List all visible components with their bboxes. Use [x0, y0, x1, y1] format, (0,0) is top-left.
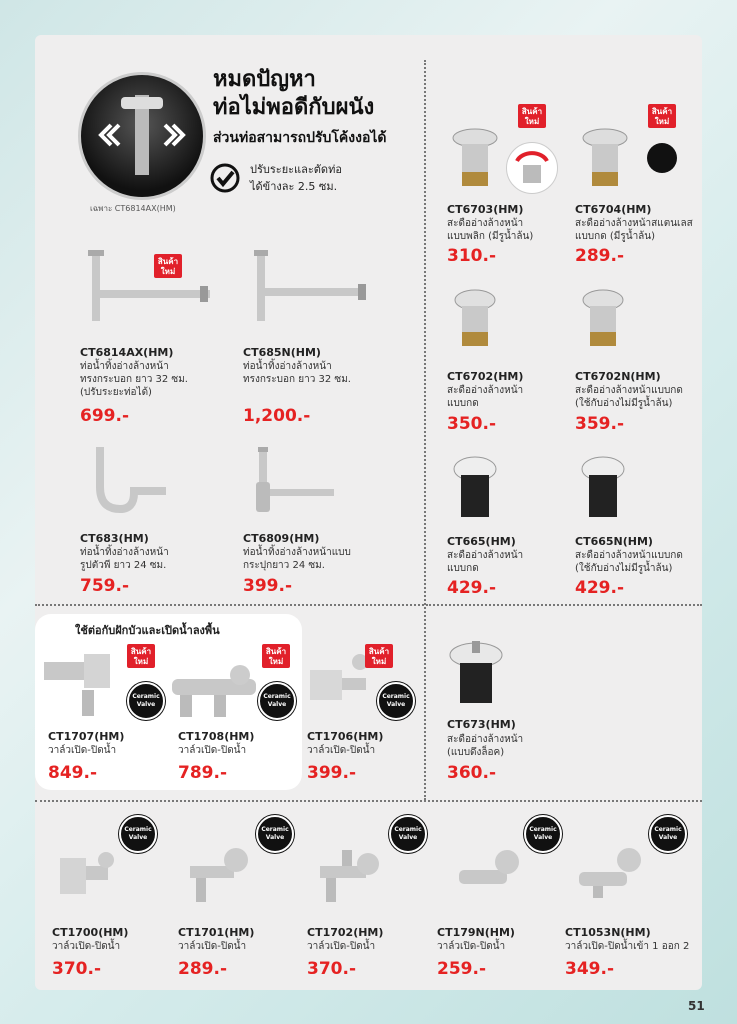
- hero-check-note-2: ได้ข้างละ 2.5 ซม.: [250, 180, 338, 193]
- product-code-ct1708: CT1708(HM): [178, 730, 255, 743]
- product-image-ct1701: [188, 846, 250, 910]
- row-divider-right: [426, 604, 702, 606]
- product-image-ct1700: [58, 850, 118, 904]
- product-price-ct6703: 310.-: [447, 246, 496, 266]
- product-price-ct665: 429.-: [447, 578, 496, 598]
- product-price-ct683: 759.-: [80, 576, 129, 596]
- product-desc-ct179n: วาล์วเปิด-ปิดน้ำ: [437, 941, 506, 952]
- product-price-ct685n: 1,200.-: [243, 406, 311, 426]
- flip-drain-icon: [506, 142, 558, 194]
- product-code-ct1701: CT1701(HM): [178, 926, 255, 939]
- product-code-ct1053n: CT1053N(HM): [565, 926, 651, 939]
- ceramic-valve-badge: Ceramic Valve: [377, 682, 415, 720]
- product-desc-ct6814ax: ท่อน้ำทิ้งอ่างล้างหน้า ทรงกระบอก ยาว 32 ซม. (ปรับระยะท่อได้): [80, 361, 188, 398]
- new-tag: สินค้าใหม่: [154, 254, 182, 278]
- product-price-ct6702: 350.-: [447, 414, 496, 434]
- product-desc-ct1701: วาล์วเปิด-ปิดน้ำ: [178, 941, 247, 952]
- check-icon: [210, 163, 240, 197]
- product-image-ct1053n: [575, 846, 645, 905]
- product-code-ct1707: CT1707(HM): [48, 730, 125, 743]
- product-price-ct1702: 370.-: [307, 959, 356, 979]
- product-price-ct6814ax: 699.-: [80, 406, 129, 426]
- product-price-ct1706: 399.-: [307, 763, 356, 783]
- product-code-ct6814ax: CT6814AX(HM): [80, 346, 174, 359]
- product-image-ct1707: [42, 648, 127, 722]
- new-tag: สินค้าใหม่: [262, 644, 290, 668]
- product-price-ct1700: 370.-: [52, 959, 101, 979]
- new-tag: สินค้าใหม่: [127, 644, 155, 668]
- product-code-ct6702n: CT6702N(HM): [575, 370, 661, 383]
- product-code-ct6704: CT6704(HM): [575, 203, 652, 216]
- product-code-ct179n: CT179N(HM): [437, 926, 515, 939]
- row-divider-left: [35, 604, 424, 606]
- product-image-ct6814ax: [80, 248, 215, 332]
- hero-subline: ส่วนท่อสามารถปรับโค้งงอได้: [213, 130, 387, 146]
- page-number: 51: [688, 999, 705, 1013]
- shower-box-title: ใช้ต่อกับฝักบัวและเปิดน้ำลงพื้น: [75, 624, 220, 637]
- product-price-ct6702n: 359.-: [575, 414, 624, 434]
- product-desc-ct6702: สะดืออ่างล้างหน้า แบบกด: [447, 385, 524, 409]
- product-price-ct1708: 789.-: [178, 763, 227, 783]
- hero-check-note-1: ปรับระยะและตัดท่อ: [250, 163, 342, 176]
- product-image-ct1708: [170, 665, 260, 724]
- bendable-pipe-icon: [81, 75, 203, 197]
- product-price-ct6704: 289.-: [575, 246, 624, 266]
- product-desc-ct1053n: วาล์วเปิด-ปิดน้ำเข้า 1 ออก 2: [565, 941, 690, 952]
- hero-headline-1: หมดปัญหา: [213, 67, 316, 92]
- product-desc-ct1708: วาล์วเปิด-ปิดน้ำ: [178, 745, 247, 756]
- product-desc-ct1700: วาล์วเปิด-ปิดน้ำ: [52, 941, 121, 952]
- product-image-ct673: [448, 637, 504, 711]
- product-image-ct6809: [255, 445, 340, 529]
- product-desc-ct6809: ท่อน้ำทิ้งอ่างล้างหน้าแบบ กระปุกยาว 24 ซม.: [243, 547, 351, 571]
- hero-headline-2: ท่อไม่พอดีกับผนัง: [213, 95, 375, 120]
- product-desc-ct1706: วาล์วเปิด-ปิดน้ำ: [307, 745, 376, 756]
- hero-pipe-image: [78, 72, 206, 200]
- column-divider: [424, 60, 426, 800]
- ceramic-valve-badge: Ceramic Valve: [256, 815, 294, 853]
- ceramic-valve-badge: Ceramic Valve: [127, 682, 165, 720]
- product-image-ct683: [90, 445, 170, 524]
- product-price-ct1701: 289.-: [178, 959, 227, 979]
- ceramic-valve-badge: Ceramic Valve: [119, 815, 157, 853]
- product-image-ct6702n: [580, 288, 626, 354]
- product-image-ct665: [452, 455, 498, 524]
- product-desc-ct6704: สะดืออ่างล้างหน้าสแตนเลส แบบกด (มีรูน้ำล้น): [575, 218, 693, 242]
- product-code-ct665n: CT665N(HM): [575, 535, 653, 548]
- product-code-ct673: CT673(HM): [447, 718, 516, 731]
- product-desc-ct665n: สะดืออ่างล้างหน้าแบบกด (ใช้กับอ่างไม่มีรูน้ำล้น): [575, 550, 683, 574]
- product-image-ct6702: [452, 288, 498, 354]
- product-image-ct6704: [580, 128, 630, 194]
- product-desc-ct673: สะดืออ่างล้างหน้า (แบบดึงล็อค): [447, 734, 524, 758]
- product-code-ct685n: CT685N(HM): [243, 346, 321, 359]
- product-image-ct6703: [450, 128, 500, 194]
- product-code-ct683: CT683(HM): [80, 532, 149, 545]
- product-code-ct1706: CT1706(HM): [307, 730, 384, 743]
- product-price-ct6809: 399.-: [243, 576, 292, 596]
- product-code-ct6703: CT6703(HM): [447, 203, 524, 216]
- row-divider-bottom: [35, 800, 702, 802]
- product-desc-ct1702: วาล์วเปิด-ปิดน้ำ: [307, 941, 376, 952]
- product-price-ct665n: 429.-: [575, 578, 624, 598]
- hero-only-for: เฉพาะ CT6814AX(HM): [90, 204, 176, 213]
- product-code-ct6809: CT6809(HM): [243, 532, 320, 545]
- product-desc-ct685n: ท่อน้ำทิ้งอ่างล้างหน้า ทรงกระบอก ยาว 32 ซม.: [243, 361, 351, 385]
- product-price-ct673: 360.-: [447, 763, 496, 783]
- product-desc-ct1707: วาล์วเปิด-ปิดน้ำ: [48, 745, 117, 756]
- new-tag: สินค้าใหม่: [648, 104, 676, 128]
- new-tag: สินค้าใหม่: [518, 104, 546, 128]
- product-desc-ct6702n: สะดืออ่างล้างหน้าแบบกด (ใช้กับอ่างไม่มีรูน้ำล้น): [575, 385, 683, 409]
- product-image-ct685n: [250, 248, 370, 332]
- new-tag: สินค้าใหม่: [365, 644, 393, 668]
- product-price-ct179n: 259.-: [437, 959, 486, 979]
- ceramic-valve-badge: Ceramic Valve: [649, 815, 687, 853]
- stainless-logo-icon: [647, 143, 677, 173]
- product-image-ct1702: [318, 846, 382, 910]
- product-price-ct1053n: 349.-: [565, 959, 614, 979]
- ceramic-valve-badge: Ceramic Valve: [524, 815, 562, 853]
- ceramic-valve-badge: Ceramic Valve: [389, 815, 427, 853]
- product-code-ct665: CT665(HM): [447, 535, 516, 548]
- product-price-ct1707: 849.-: [48, 763, 97, 783]
- product-code-ct1702: CT1702(HM): [307, 926, 384, 939]
- product-code-ct6702: CT6702(HM): [447, 370, 524, 383]
- product-image-ct665n: [580, 455, 626, 524]
- product-image-ct179n: [455, 846, 525, 900]
- product-code-ct1700: CT1700(HM): [52, 926, 129, 939]
- product-desc-ct665: สะดืออ่างล้างหน้า แบบกด: [447, 550, 524, 574]
- product-desc-ct683: ท่อน้ำทิ้งอ่างล้างหน้า รูปตัวพี ยาว 24 ซม.: [80, 547, 169, 571]
- product-desc-ct6703: สะดืออ่างล้างหน้า แบบพลิก (มีรูน้ำล้น): [447, 218, 534, 242]
- ceramic-valve-badge: Ceramic Valve: [258, 682, 296, 720]
